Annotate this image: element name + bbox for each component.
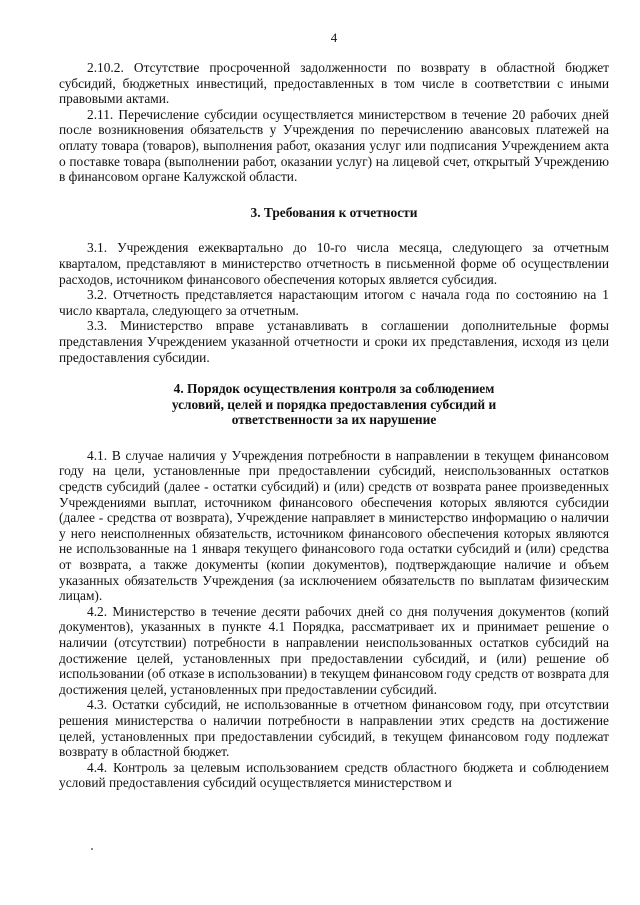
- paragraph-2-11: 2.11. Перечисление субсидии осуществляется министерством в течение 20 рабочих дней после возникновения обязательств у Учреждения по перечислению авансовых платежей на оплату товара (товаров), выполнения работ, оказания услуг или подписания Учреждением акта о поставке товара (выполнении работ, оказании услуг) на лицевой счет, открытый Учреждению в финансовом органе Калужской области.: [59, 106, 609, 185]
- paragraph-2-10-2: 2.10.2. Отсутствие просроченной задолженности по возврату в областной бюджет субсидий, бюджетных инвестиций, предоставленных в том числе в соответствии с иными правовыми актами.: [59, 60, 609, 107]
- paragraph-3-2: 3.2. Отчетность представляется нарастающим итогом с начала года по состоянию на 1 число квартала, следующего за отчетным.: [59, 287, 609, 318]
- paragraph-4-2: 4.2. Министерство в течение десяти рабочих дней со дня получения документов (копий документов), указанных в пункте 4.1 Порядка, рассматривает их и принимает решение о наличии (отсутствии) потребности в направлении неиспользованных остатков субсидий на достижение целей, установленных при предоставлении субсидий, и (или) решение об использовании (об отказе в использовании) в текущем финансовом году средств от возврата для достижения целей, установленных при предоставлении субсидий.: [59, 603, 609, 697]
- section-4-title-line: условий, целей и порядка предоставления субсидий и: [171, 396, 497, 412]
- paragraph-4-4: 4.4. Контроль за целевым использованием средств областного бюджета и соблюдением условий предоставления субсидий осуществляется министерством и: [59, 759, 609, 791]
- section-3-title: 3. Требования к отчетности: [250, 204, 418, 220]
- scan-speck: [91, 848, 93, 850]
- page-number: 4: [330, 30, 338, 45]
- section-4-title-line: ответственности за их нарушение: [231, 412, 437, 428]
- section-4-title: [59, 381, 609, 428]
- section-4-title-line: 4. Порядок осуществления контроля за соблюдением: [173, 381, 495, 397]
- paragraph-4-3: 4.3. Остатки субсидий, не использованные в отчетном финансовом году, при отсутствии решения министерства о наличии потребности в направлении этих средств на достижение целей, установленных при предоставлении субсидий, в текущем финансовом году подлежат возврату в областной бюджет.: [59, 697, 609, 760]
- paragraph-3-3: 3.3. Министерство вправе устанавливать в соглашении дополнительные формы представления Учреждением указанной отчетности и сроки их представления, исходя из цели предоставления субсидии.: [59, 318, 609, 365]
- paragraph-4-1: 4.1. В случае наличия у Учреждения потребности в направлении в текущем финансовом году на цели, установленные при предоставлении субсидий, неиспользованных остатков средств субсидий (далее - остатки субсидий) и (или) средств от возврата ранее произведенных Учреждениями выплат, источником финансового обеспечения которых являются субсидии (далее - средства от возврата), Учреждение направляет в министерство информацию о наличии у него неисполненных обязательств, источником финансового обеспечения которых являются не использованные на 1 января текущего финансового года остатки субсидий и (или) средства от возврата, а также документы (копии документов), подтверждающие наличие и объем указанных обязательств Учреждения (за исключением обязательств по выплатам физическим лицам).: [59, 447, 609, 604]
- paragraph-3-1: 3.1. Учреждения ежеквартально до 10-го числа месяца, следующего за отчетным кварталом, представляют в министерство отчетность в письменной форме об осуществлении расходов, источником финансового обеспечения которых является субсидия.: [59, 240, 609, 287]
